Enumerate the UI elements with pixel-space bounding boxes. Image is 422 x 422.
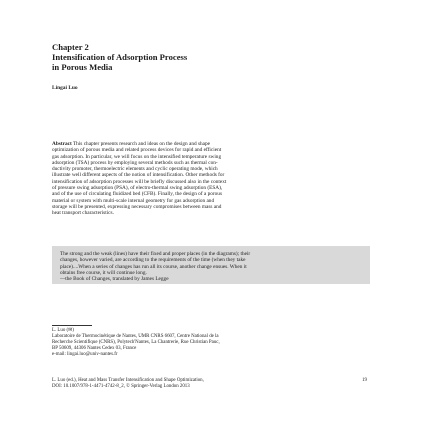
epigraph-line: changes, however varied, are according to the requirements of the time (when they take xyxy=(60,257,246,264)
abstract-label: Abstract xyxy=(52,141,72,147)
footnote-divider xyxy=(52,325,92,326)
chapter-number: Chapter 2 xyxy=(52,42,89,52)
abstract-line: optimization of porous media and related process devices for rapid and efficient xyxy=(52,147,222,154)
citation-footer xyxy=(52,378,370,390)
chapter-title-line: in Porous Media xyxy=(52,62,113,72)
abstract xyxy=(52,141,370,217)
author-affiliation xyxy=(52,328,312,358)
epigraph-line: obtains free course, it will continue long. xyxy=(60,269,147,276)
footer-line: L. Luo (ed.), Heat and Mass Transfer Intensification and Shape Optimization, xyxy=(52,378,204,383)
abstract-line: and of the use of circulating fluidized bed (CFB). Finally, the design of a porous xyxy=(52,191,223,198)
abstract-line: intensification of adsorption processes will be briefly discussed also in the context xyxy=(52,178,227,185)
epigraph-attribution: —the Book of Changes, translated by James Legge xyxy=(60,276,169,283)
affiliation-line: Laboratoire de Thermocinétique de Nantes, UMR CNRS 6607, Centre National de la xyxy=(52,333,219,339)
abstract-line: gas adsorption. In particular, we will focus on the intensified temperature swing xyxy=(52,153,222,160)
chapter-title xyxy=(52,52,352,72)
author-name: Lingai Luo xyxy=(52,85,78,91)
abstract-line: illustrate well different aspects of the notion of intensification. Other methods for xyxy=(52,172,225,179)
footer-line: DOI: 10.1007/978-1-4471-4742-8_2, © Springer-Verlag London 2013 xyxy=(52,383,190,389)
affiliation-email: e-mail: lingai.luo@univ-nantes.fr xyxy=(52,351,118,357)
abstract-first-line-text: This chapter presents research and ideas on the design and shape xyxy=(71,141,211,147)
epigraph-line: The strong and the weak (lines) have their fixed and proper places (in the diagrams); their xyxy=(60,251,251,257)
page-number: 19 xyxy=(362,378,367,383)
abstract-line: of pressure swing adsorption (PSA), of electro-thermal swing adsorption (ESA), xyxy=(52,185,223,192)
abstract-line: ductivity promoter, thermoelectric elements and cyclic operating mode, which xyxy=(52,166,218,173)
affiliation-line: BP 50609, 44306 Nantes Cedex 03, France xyxy=(52,345,137,351)
epigraph-line: place)....When a series of changes has run all its course, another change ensues. When it xyxy=(60,263,247,270)
abstract-line: adsorption (TSA) process by employing several methods such as thermal con- xyxy=(52,159,218,166)
chapter-title-line: Intensification of Adsorption Process xyxy=(52,52,188,62)
abstract-line: storage will be presented, expressing necessary compromises between mass and xyxy=(52,203,222,210)
affiliation-line: L. Luo (✉) xyxy=(52,328,74,333)
epigraph-box xyxy=(52,246,370,284)
affiliation-line: Recherche Scientifique (CNRS), Polytech'Nantes, La Chantrerie, Rue Christian Pauc, xyxy=(52,339,220,345)
abstract-line: heat transport characteristics. xyxy=(52,210,114,217)
abstract-line: material or system with multi-scale internal geometry for gas adsorption and xyxy=(52,197,215,204)
